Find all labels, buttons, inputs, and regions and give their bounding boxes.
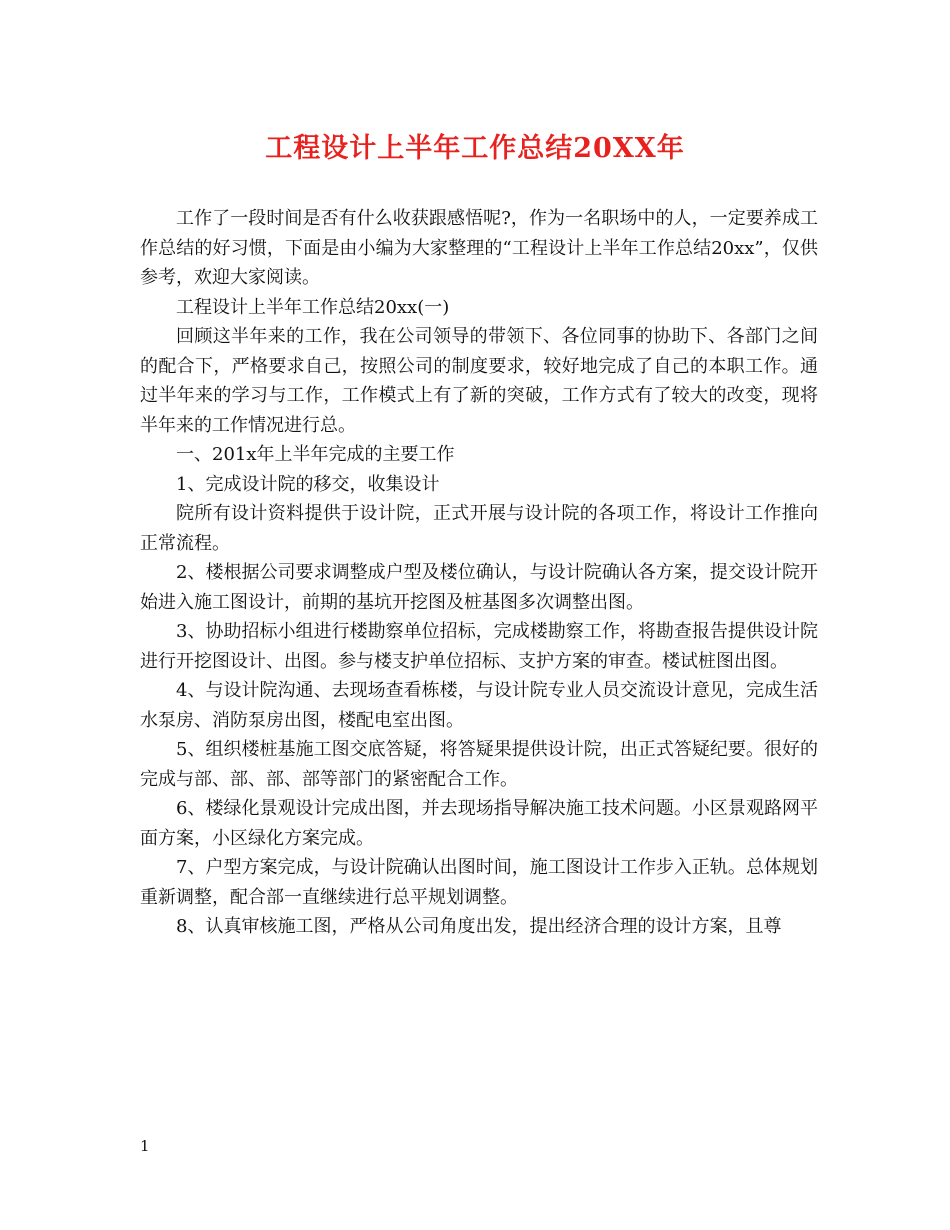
list-item-8: 8、认真审核施工图，严格从公司角度出发，提出经济合理的设计方案，且尊 [176, 916, 782, 937]
section-heading-one: 工程设计上半年工作总结20xx(一) [176, 296, 450, 318]
list-item-3: 3、协助招标小组进行楼勘察单位招标，完成楼勘察工作，将勘查报告提供设计院进行开挖图设计、出图。参与楼支护单位招标、支护方案的审查。楼试桩图出图。 [140, 621, 818, 672]
document-body [140, 204, 818, 942]
main-work-heading: 一、201x年上半年完成的主要工作 [176, 444, 455, 465]
list-item-1: 1、完成设计院的移交，收集设计 [176, 473, 440, 495]
list-item-7: 7、户型方案完成，与设计院确认出图时间，施工图设计工作步入正轨。总体规划重新调整，配合部一直继续进行总平规划调整。 [140, 857, 818, 908]
page-number: 1 [140, 1137, 150, 1155]
intro-paragraph: 工作了一段时间是否有什么收获跟感悟呢?，作为一名职场中的人，一定要养成工作总结的好习惯，下面是由小编为大家整理的“工程设计上半年工作总结20xx”，仅供参考，欢迎大家阅读。 [140, 208, 818, 288]
list-item-5: 5、组织楼桩基施工图交底答疑，将答疑果提供设计院，出正式答疑纪要。很好的完成与部、部、部、部等部门的紧密配合工作。 [140, 739, 818, 790]
list-item-4: 4、与设计院沟通、去现场查看栋楼，与设计院专业人员交流设计意见，完成生活水泵房、消防泵房出图，楼配电室出图。 [140, 680, 818, 731]
list-item-1-continued: 院所有设计资料提供于设计院，正式开展与设计院的各项工作，将设计工作推向正常流程。 [140, 503, 818, 554]
list-item-2: 2、楼根据公司要求调整成户型及楼位确认，与设计院确认各方案，提交设计院开始进入施工图设计，前期的基坑开挖图及桩基图多次调整出图。 [140, 562, 818, 613]
list-item-6: 6、楼绿化景观设计完成出图，并去现场指导解决施工技术问题。小区景观路网平面方案，小区绿化方案完成。 [140, 798, 818, 849]
document-title: 工程设计上半年工作总结20XX年 [265, 133, 685, 164]
review-paragraph: 回顾这半年来的工作，我在公司领导的带领下、各位同事的协助下、各部门之间的配合下，严格要求自己，按照公司的制度要求，较好地完成了自己的本职工作。通过半年来的学习与工作，工作模式上有了新的突破，工作方式有了较大的改变，现将半年来的工作情况进行总。 [140, 326, 818, 436]
